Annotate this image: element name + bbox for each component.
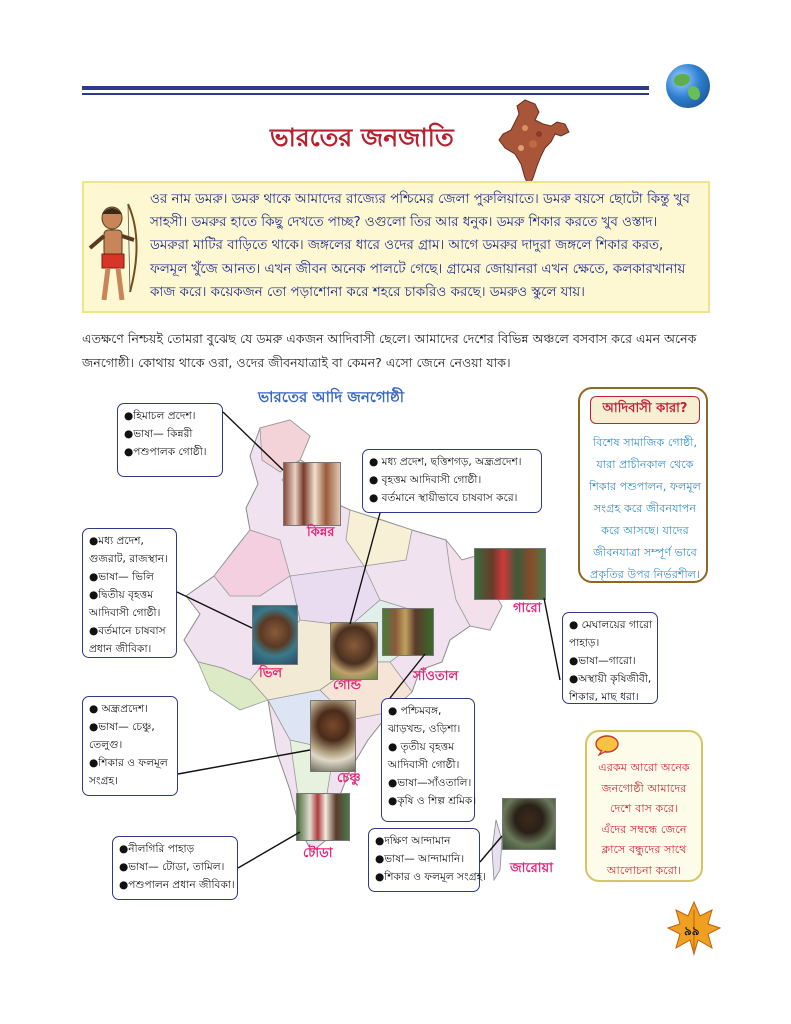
page-number: ৯৯ [684, 924, 700, 938]
photo-garo [474, 548, 546, 600]
tribe-info-line: ●পশুপালন প্রধান জীবিকা। [119, 879, 235, 891]
tribe-info-line: ● মেঘালয়ের গারো [569, 619, 653, 631]
tribe-info-line: ●দ্বিতীয় বৃহত্তম [89, 589, 154, 601]
photo-gond [330, 622, 378, 680]
discussion-line: দেশে বাস করে। [610, 802, 678, 815]
tribe-box-gond [362, 449, 542, 513]
india-map-icon [495, 98, 571, 188]
tribe-box-garo [562, 612, 658, 704]
boy-with-bow-illustration [84, 200, 146, 304]
tribe-info-line: প্রধান জীবিকা। [89, 643, 152, 655]
tribe-info-line: ●ভাষা— টোডা, তামিল। [119, 861, 225, 873]
photo-kinnar [283, 462, 341, 526]
tribe-info-line: গুজরাট, রাজস্থান। [89, 553, 168, 565]
discussion-line: এঁদের সম্বন্ধে জেনে [601, 822, 687, 836]
tribe-info-line: আদিবাসী গোষ্ঠী। [388, 759, 460, 771]
intro-line: ওর নাম ডমরু। ডমরু থাকে আমাদের রাজ্যের পশ্চিমের জেলা পুরুলিয়াতে। ডমরু বয়সে ছোটো কিন্তু খুব [150, 192, 690, 207]
photo-chenchu [310, 700, 356, 772]
tribe-box-toda [112, 836, 238, 900]
tribe-info-line: ●ভাষা—সাঁওতালি। [388, 777, 472, 789]
tribe-info-line: ●কৃষি ও শিল্প শ্রমিক। [388, 795, 477, 807]
paragraph-line: এতক্ষণে নিশ্চয়ই তোমরা বুঝেছ যে ডমরু একজন আদিবাসী ছেলে। আমাদের দেশের বিভিন্ন অঞ্চলে বসবাস করে এমন অনেক [82, 331, 697, 346]
tribe-info-line: ●পশুপালক গোষ্ঠী। [124, 446, 207, 458]
tribe-box-bhil [82, 528, 177, 658]
adibasi-line: শিকার পশুপালন, ফলমূল [589, 480, 701, 493]
tribe-info-line: ● বৃহত্তম আদিবাসী গোষ্ঠী। [369, 474, 482, 486]
tribe-info-line: ঝাড়খন্ড, ওড়িশা। [388, 723, 461, 735]
tribe-info-line: ●নীলগিরি পাহাড় [119, 843, 195, 855]
tribe-box-santal [381, 698, 475, 822]
tribe-info-line: ●ভাষা—গারো। [569, 655, 636, 667]
tribe-box-jarawa [368, 828, 487, 892]
tribe-info-line: ●শিকার ও ফলমূল [89, 757, 168, 769]
discussion-line: ক্লাসে বন্ধুদের সাথে [601, 843, 687, 856]
tribe-label-santal: সাঁওতাল [413, 669, 459, 684]
tribe-info-line: পাহাড়। [569, 637, 600, 649]
intro-line: কাজ করে। কয়েকজন তো পড়াশোনা করে শহরে চাকরিও করছে। ডমরুও স্কুলে যায়। [150, 284, 585, 300]
header-rule-thin [82, 93, 649, 95]
tribe-info-line: ●দক্ষিণ আন্দামান [375, 835, 451, 847]
discussion-text [588, 758, 700, 881]
adibasi-line: করে আসছে। যাদের [601, 524, 689, 537]
tribe-info-line: ●মধ্য প্রদেশ, [89, 535, 144, 547]
tribe-info-line: ●ভাষা— কিন্নরী [124, 428, 193, 440]
tribe-info-line: ● পশ্চিমবঙ্গ, [388, 705, 442, 717]
tribe-info-line: ●অস্থায়ী কৃষিজীবী, [569, 673, 652, 685]
adibasi-line: যারা প্রাচীনকাল থেকে [596, 458, 694, 471]
tribe-label-toda: টোডা [303, 846, 333, 861]
tribe-label-garo: গারো [513, 601, 542, 616]
tribe-label-kinnar: কিন্নর [307, 525, 335, 540]
tribe-label-bhil: ভিল [259, 666, 283, 681]
map-title: ভারতের আদি জনগোষ্ঠী [258, 388, 405, 406]
tribe-info-line: ●হিমাচল প্রদেশ। [124, 410, 196, 422]
photo-santal [382, 608, 434, 656]
tribe-info-line: ● অন্ধ্রপ্রদেশ। [89, 703, 149, 715]
tribe-info-line: ●শিকার ও ফলমূল সংগ্রহ। [375, 871, 487, 883]
speech-bubble-icon [594, 734, 620, 756]
discussion-line: এরকম আরো অনেক [598, 761, 690, 774]
photo-toda [296, 793, 350, 841]
intro-line: ফলমূল খুঁজে আনত। এখন জীবন অনেক পালটে গেছে। গ্রামের জোয়ানরা এখন ক্ষেতে, কলকারখানায় [150, 261, 686, 277]
photo-bhil [252, 605, 298, 665]
adibasi-line: সংগ্রহ করে জীবনযাপন [593, 502, 697, 515]
tribe-info-line: ●বর্তমানে চাষবাস [89, 625, 166, 637]
tribe-info-line: ● তৃতীয় বৃহত্তম [388, 741, 455, 753]
adibasi-line: বিশেষ সামাজিক গোষ্ঠী, [592, 436, 698, 449]
tribe-info-line: ● বর্তমানে স্থায়ীভাবে চাষবাস করে। [369, 492, 518, 504]
intro-line: সাহসী। ডমরুর হাতে কিছু দেখতে পাচ্ছ? ওগুলো তির আর ধনুক। ডমরু শিকার করতে খুব ওস্তাদ। [150, 215, 658, 231]
discussion-line: আলোচনা করো। [606, 863, 682, 877]
header-rule [82, 86, 649, 90]
tribe-info-line: শিকার, মাছ ধরা। [569, 691, 639, 703]
paragraph-line: জনগোষ্ঠী। কোথায় থাকে ওরা, ওদের জীবনযাত্রাই বা কেমন? এসো জেনে নেওয়া যাক। [82, 355, 511, 370]
page-title: ভারতের জনজাতি [270, 123, 454, 152]
adibasi-line: জীবনযাত্রা সম্পূর্ণ ভাবে [593, 546, 697, 559]
tribe-box-chenchu [82, 696, 178, 796]
adibasi-title: আদিবাসী কারা? [590, 396, 700, 424]
adibasi-line: প্রকৃতির উপর নির্ভরশীল। [589, 568, 701, 581]
tribe-label-chenchu: চেঞ্চু [337, 771, 361, 786]
tribe-info-line: ● মধ্য প্রদেশ, ছত্তিশগড়, অন্ধ্রপ্রদেশ। [369, 456, 522, 468]
tribe-info-line: ●ভাষা— চেঞ্চু, [89, 721, 155, 733]
tribe-label-jarawa: জারোয়া [510, 861, 553, 876]
tribe-info-line: তেলুগু। [89, 739, 123, 751]
tribe-label-gond: গোন্ড [333, 678, 361, 693]
tribe-info-line: সংগ্রহ। [89, 775, 118, 787]
tribe-info-line: ●ভাষা— আন্দামানি। [375, 853, 465, 865]
tribe-info-line: ●ভাষা— ভিলি [89, 571, 154, 583]
globe-icon [666, 64, 710, 108]
discussion-line: জনগোষ্ঠী আমাদের [601, 781, 687, 795]
body-paragraph [82, 327, 714, 375]
adibasi-text [584, 432, 706, 586]
photo-jarawa [502, 798, 556, 850]
intro-line: ডমরুরা মাটির বাড়িতে থাকে। জঙ্গলের ধারে ওদের গ্রাম। আগে ডমরুর দাদুরা জঙ্গলে শিকার করত, [150, 238, 664, 254]
tribe-box-kinnar [117, 403, 223, 477]
tribe-info-line: আদিবাসী গোষ্ঠী। [89, 607, 161, 619]
intro-text [150, 188, 708, 304]
